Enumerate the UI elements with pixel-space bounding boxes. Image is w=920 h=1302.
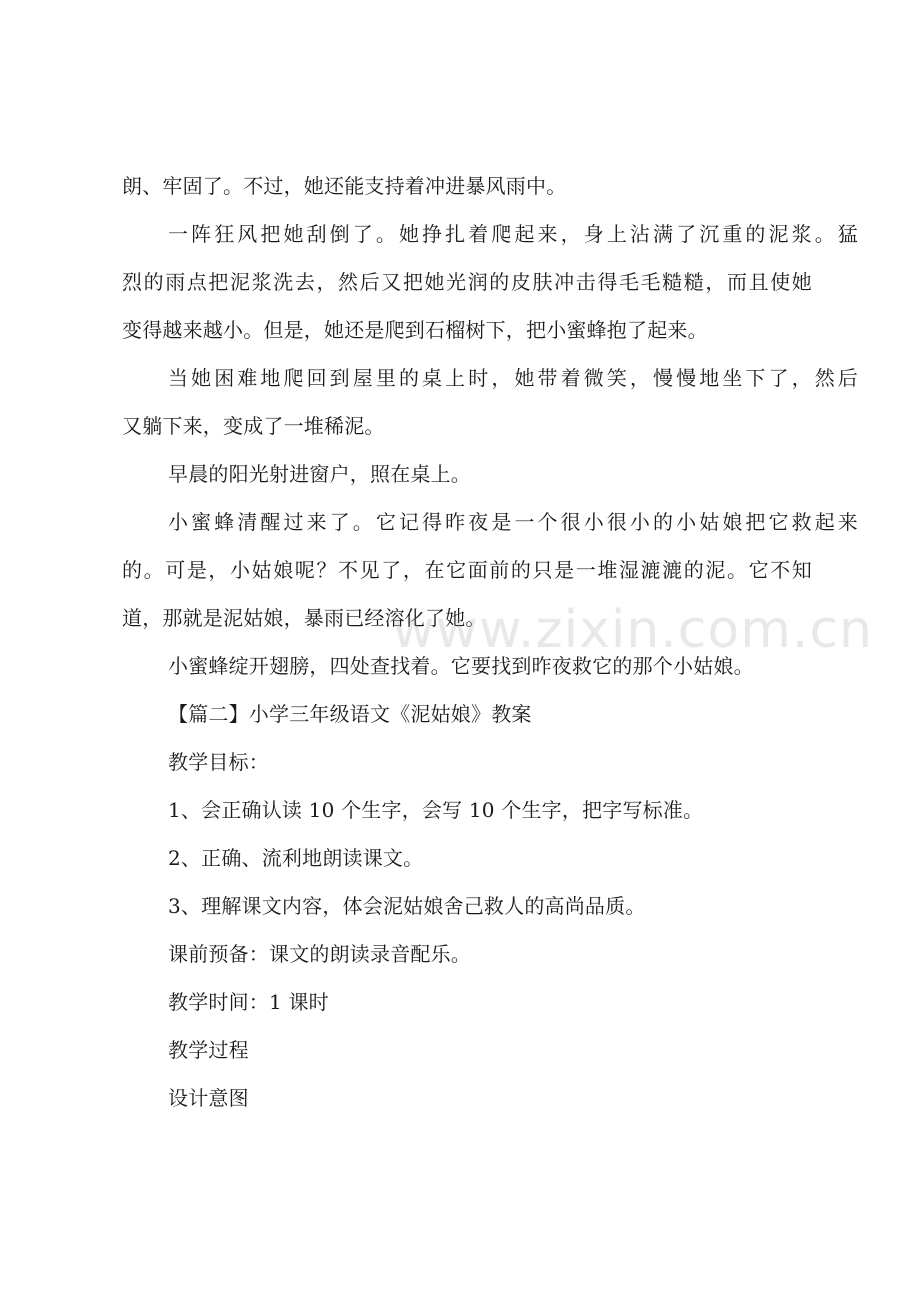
teaching-time-line: 教学时间：1 课时: [168, 990, 329, 1014]
paragraph-line-2: 一阵狂风把她刮倒了。她挣扎着爬起来，身上沾满了沉重的泥浆。猛: [168, 222, 858, 246]
paragraph-line-5: 当她困难地爬回到屋里的桌上时，她带着微笑，慢慢地坐下了，然后: [168, 366, 858, 390]
design-intent-label: 设计意图: [168, 1086, 249, 1110]
paragraph-line-3: 烈的雨点把泥浆洗去，然后又把她光润的皮肤冲击得毛毛糙糙，而且使她: [122, 270, 812, 294]
section-heading: 【篇二】小学三年级语文《泥姑娘》教案: [168, 702, 532, 726]
goal-item-1: 1、会正确认读 10 个生字，会写 10 个生字，把字写标准。: [168, 798, 704, 822]
goal-item-3: 3、理解课文内容，体会泥姑娘舍己救人的高尚品质。: [168, 894, 646, 918]
paragraph-line-10: 道，那就是泥姑娘，暴雨已经溶化了她。: [122, 606, 486, 630]
paragraph-line-9: 的。可是，小姑娘呢？不见了，在它面前的只是一堆湿漉漉的泥。它不知: [122, 558, 812, 582]
goal-item-2: 2、正确、流利地朗读课文。: [168, 846, 424, 870]
paragraph-line-1: 朗、牢固了。不过，她还能支持着冲进暴风雨中。: [122, 174, 567, 198]
preparation-line: 课前预备：课文的朗读录音配乐。: [168, 942, 471, 966]
paragraph-line-11: 小蜜蜂绽开翅膀，四处查找着。它要找到昨夜救它的那个小姑娘。: [168, 654, 754, 678]
teaching-process-label: 教学过程: [168, 1038, 249, 1062]
paragraph-line-6: 又躺下来，变成了一堆稀泥。: [122, 414, 385, 438]
teaching-goals-label: 教学目标：: [168, 750, 269, 774]
paragraph-line-7: 早晨的阳光射进窗户，照在桌上。: [168, 462, 471, 486]
paragraph-line-4: 变得越来越小。但是，她还是爬到石榴树下，把小蜜蜂抱了起来。: [122, 318, 708, 342]
watermark: www.zixin.com.cn: [392, 600, 873, 660]
paragraph-line-8: 小蜜蜂清醒过来了。它记得昨夜是一个很小很小的小姑娘把它救起来: [168, 510, 858, 534]
